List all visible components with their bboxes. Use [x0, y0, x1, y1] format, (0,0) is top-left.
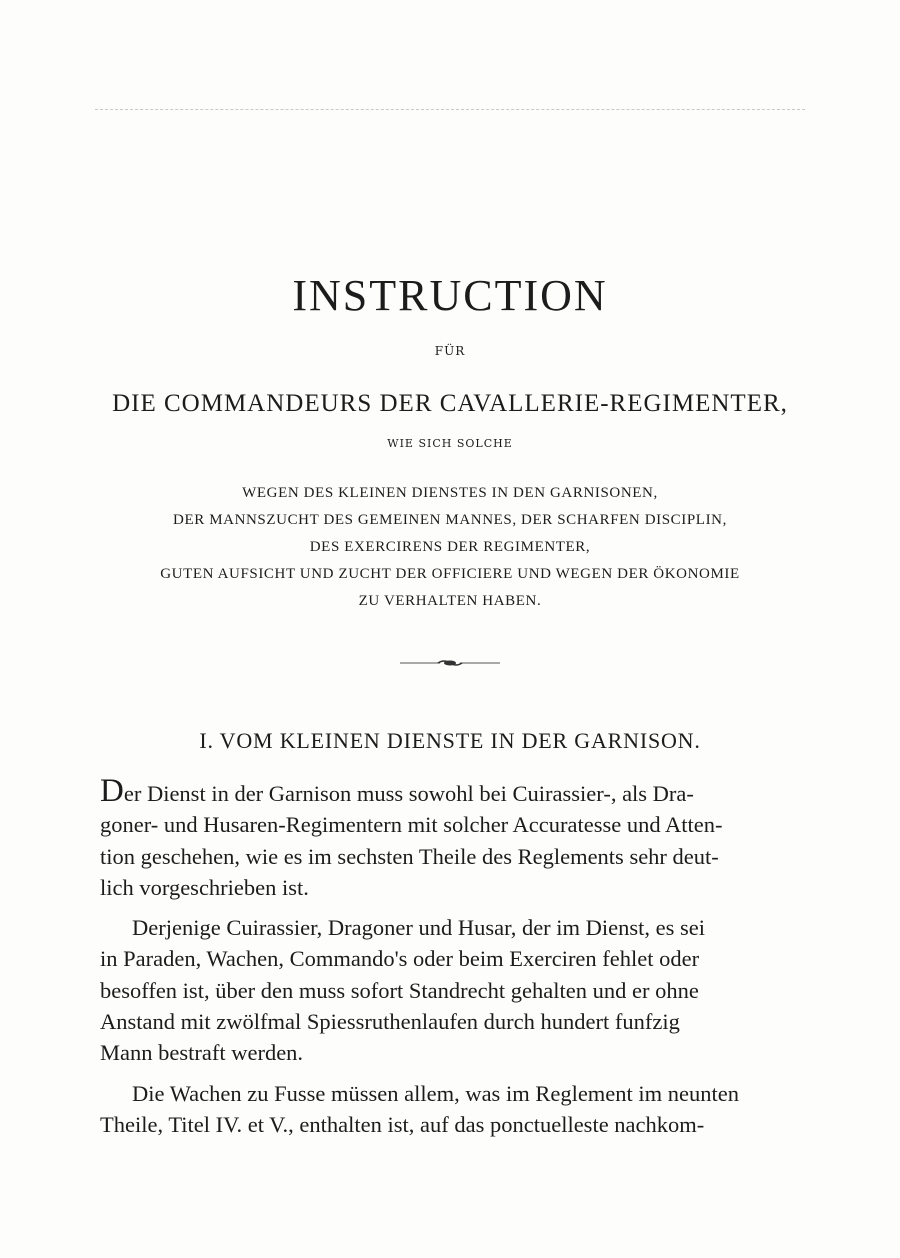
top-rule — [95, 109, 805, 110]
line-text: lich vorgeschrieben ist. — [100, 874, 309, 900]
scope-line: WEGEN DES KLEINEN DIENSTES IN DEN GARNISONEN, — [242, 485, 658, 501]
line-text: er Dienst in der Garnison muss sowohl bei Cuirassier-, als Dra- — [123, 781, 694, 806]
paragraph-line — [100, 1078, 812, 1109]
paragraph-line — [100, 773, 812, 809]
line-text: Anstand mit zwölfmal Spiessruthenlaufen durch hundert funfzig — [100, 1009, 680, 1035]
scope-line: DES EXERCIRENS DER REGIMENTER, — [309, 539, 591, 555]
scope-line: GUTEN AUFSICHT UND ZUCHT DER OFFICIERE UND WEGEN DER ÖKONOMIE — [160, 566, 740, 582]
line-text: Theile, Titel IV. et V., enthalten ist, auf das ponctuelleste nachkom- — [100, 1111, 705, 1137]
body-text — [100, 773, 812, 1140]
line-text: in Paraden, Wachen, Commando's oder beim Exerciren fehlet oder — [100, 946, 700, 972]
paragraph-line — [100, 1006, 812, 1037]
scope-line: DER MANNSZUCHT DES GEMEINEN MANNES, DER SCHARFEN DISCIPLIN, — [173, 512, 727, 528]
paragraph-line — [100, 872, 812, 903]
paragraph-line — [100, 912, 812, 943]
line-text: goner- und Husaren-Regimentern mit solcher Accuratesse und Atten- — [100, 812, 723, 838]
ornament-divider-icon — [390, 655, 510, 671]
paragraph-line — [100, 1109, 812, 1140]
scope-line: ZU VERHALTEN HABEN. — [358, 593, 542, 609]
drop-cap: D — [100, 773, 124, 809]
paragraph-line — [100, 1037, 812, 1068]
main-title: INSTRUCTION — [292, 271, 608, 320]
fuer-line: FÜR — [434, 344, 466, 358]
line-text: Mann bestraft werden. — [100, 1040, 304, 1066]
paragraph-line — [100, 841, 812, 872]
paragraph-line — [100, 943, 812, 974]
section-heading: I. VOM KLEINEN DIENSTE IN DER GARNISON. — [199, 728, 701, 753]
subtitle: DIE COMMANDEURS DER CAVALLERIE-REGIMENTER, — [112, 390, 788, 417]
line-text: besoffen ist, über den muss sofort Standrecht gehalten und er ohne — [100, 977, 699, 1003]
scope-block — [0, 480, 900, 615]
paragraph-line — [100, 809, 812, 840]
line-text: tion geschehen, wie es im sechsten Theile des Reglements sehr deut- — [100, 843, 719, 869]
line-text: Die Wachen zu Fusse müssen allem, was im Reglement im neunten — [132, 1080, 740, 1106]
wie-sich-solche-line: WIE SICH SOLCHE — [387, 437, 513, 450]
paragraph-line — [100, 975, 812, 1006]
line-text: Derjenige Cuirassier, Dragoner und Husar, der im Dienst, es sei — [132, 915, 706, 941]
